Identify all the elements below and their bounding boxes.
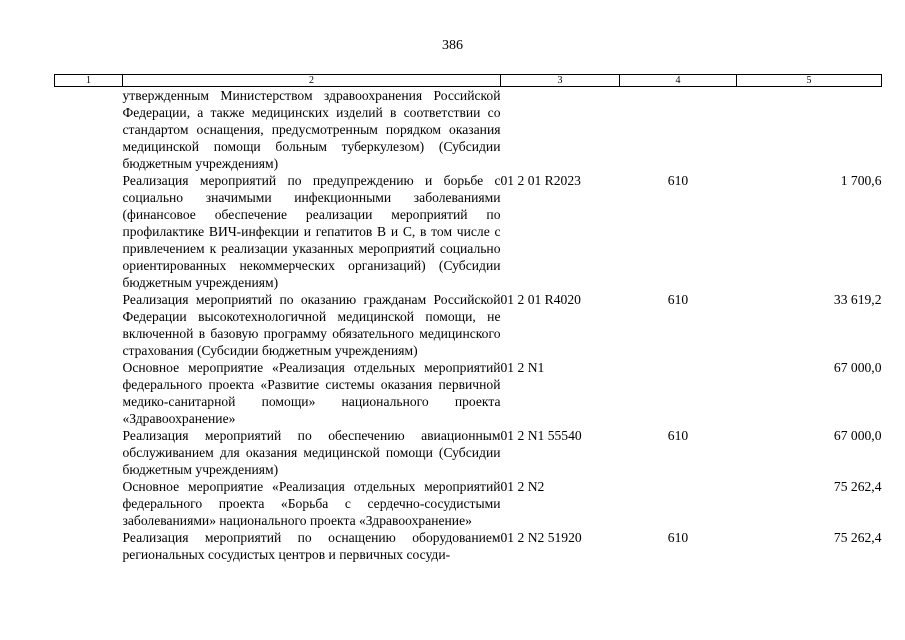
row-expense-type: 610 bbox=[667, 428, 689, 443]
row-indent-cell bbox=[55, 478, 123, 529]
table-row bbox=[55, 87, 882, 173]
table-row bbox=[55, 427, 882, 478]
column-header-5: 5 bbox=[737, 75, 882, 87]
row-description: утвержденным Министерством здравоохранения Российской Федерации, а также медицинских изделий в соответствии со стандартом оснащения, предусмотренным порядком оказания медицинской помощи больным туберкулезом) (Субсидии бюджетным учреждениям) bbox=[122, 88, 501, 171]
page-number: 386 bbox=[442, 38, 463, 53]
row-code: 01 2 N2 51920 bbox=[500, 530, 582, 545]
row-code: 01 2 N2 bbox=[500, 479, 545, 494]
row-indent-cell bbox=[55, 87, 123, 173]
row-amount: 33 619,2 bbox=[833, 292, 882, 307]
row-description: Реализация мероприятий по предупреждению и борьбе с социально значимыми инфекционными заболеваниями (финансовое обеспечение реализации мероприятий по профилактике ВИЧ-инфекции и гепатитов B и C, в том числе с привлечением к реализации указанных мероприятий социально ориентированных некоммерческих организаций) (Субсидии бюджетным учреждениям) bbox=[122, 173, 501, 290]
row-expense-type: 610 bbox=[667, 292, 689, 307]
row-indent-cell bbox=[55, 427, 123, 478]
row-expense-type: 610 bbox=[667, 530, 689, 545]
row-indent-cell bbox=[55, 172, 123, 291]
row-expense-type bbox=[620, 359, 737, 427]
row-amount: 75 262,4 bbox=[833, 479, 882, 494]
row-description: Основное мероприятие «Реализация отдельных мероприятий федерального проекта «Борьба с сердечно-сосудистыми заболеваниями» национального проекта «Здравоохранение» bbox=[122, 479, 501, 528]
row-description: Реализация мероприятий по обеспечению авиационным обслуживанием для оказания медицинской помощи (Субсидии бюджетным учреждениям) bbox=[122, 428, 501, 477]
row-code: 01 2 01 R4020 bbox=[500, 292, 581, 307]
budget-table bbox=[54, 74, 882, 563]
row-expense-type bbox=[620, 478, 737, 529]
column-header-4: 4 bbox=[620, 75, 737, 87]
row-indent-cell bbox=[55, 291, 123, 359]
table-row bbox=[55, 478, 882, 529]
table-row bbox=[55, 172, 882, 291]
row-amount: 1 700,6 bbox=[840, 173, 882, 188]
column-header-3: 3 bbox=[501, 75, 620, 87]
row-description: Реализация мероприятий по оснащению оборудованием региональных сосудистых центров и первичных сосуди- bbox=[122, 530, 501, 562]
row-indent-cell bbox=[55, 359, 123, 427]
table-row bbox=[55, 291, 882, 359]
row-indent-cell bbox=[55, 529, 123, 563]
row-code: 01 2 01 R2023 bbox=[500, 173, 581, 188]
table-row bbox=[55, 529, 882, 563]
column-header-1: 1 bbox=[55, 75, 123, 87]
row-amount bbox=[737, 87, 882, 173]
row-code: 01 2 N1 55540 bbox=[500, 428, 582, 443]
row-expense-type: 610 bbox=[667, 173, 689, 188]
row-description: Основное мероприятие «Реализация отдельных мероприятий федерального проекта «Развитие системы оказания первичной медико-санитарной помощи» национального проекта «Здравоохранение» bbox=[122, 360, 501, 426]
row-amount: 67 000,0 bbox=[833, 360, 882, 375]
row-description: Реализация мероприятий по оказанию гражданам Российской Федерации высокотехнологичной медицинской помощи, не включенной в базовую программу обязательного медицинского страхования (Субсидии бюджетным учреждениям) bbox=[122, 292, 501, 358]
column-number-header-row bbox=[55, 75, 882, 87]
row-amount: 67 000,0 bbox=[833, 428, 882, 443]
row-code: 01 2 N1 bbox=[500, 360, 545, 375]
table-row bbox=[55, 359, 882, 427]
row-code bbox=[501, 87, 620, 173]
row-expense-type bbox=[620, 87, 737, 173]
column-header-2: 2 bbox=[123, 75, 501, 87]
row-amount: 75 262,4 bbox=[833, 530, 882, 545]
